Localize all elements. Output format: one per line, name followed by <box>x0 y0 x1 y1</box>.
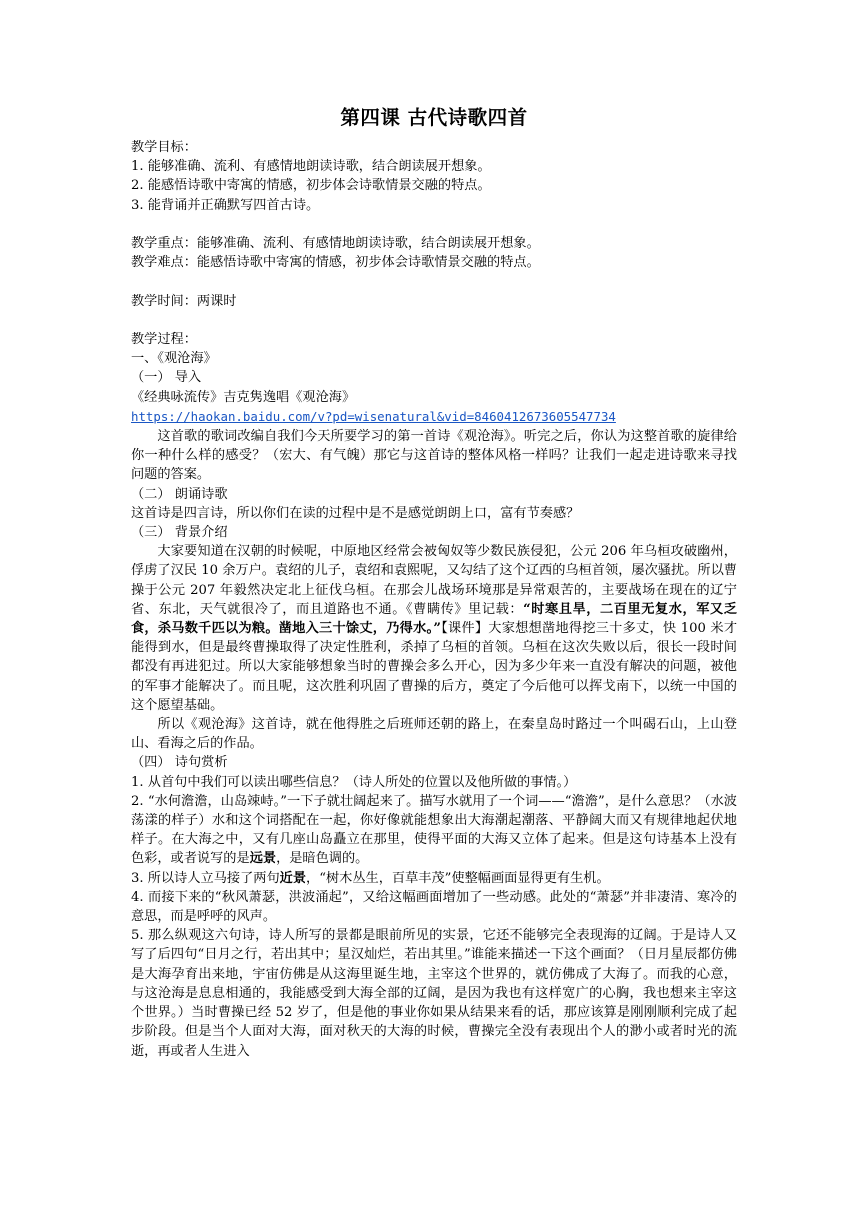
document-page <box>131 104 737 1061</box>
key-point: 教学重点：能够准确、流利、有感情地朗读诗歌，结合朗读展开想象。 <box>131 236 540 251</box>
video-link[interactable]: https://haokan.baidu.com/v?pd=wisenatural&vid=8460412673605547734 <box>131 408 616 424</box>
video-title: 《经典咏流传》吉克隽逸唱《观沧海》 <box>131 389 356 405</box>
recite-text: 这首诗是四言诗，所以你们在读的过程中是不是感觉朗朗上口，富有节奏感？ <box>131 505 580 521</box>
subsection-heading: （三） 背景介绍 <box>131 525 228 541</box>
analysis-item: 5. 那么纵观这六句诗，诗人所写的景都是眼前所见的实景，它还不能够完全表现海的辽阔。于是诗人又写了后四句“日月之行，若出其中；星汉灿烂，若出其里。”谁能来描述一下这个画面？（日月星辰都仿佛是大海孕育出来地，宇宙仿佛是从这海里诞生地，主宰这个世界的，就仿佛成了大海了。而我的心意，与这沧海是息息相通的，我能感受到大海全部的辽阔，是因为我也有这样宽广的心胸，我也想来主宰这个世界。）当时曹操已经 52 岁了，但是他的事业你如果从结果来看的话，那应该算是刚刚顺利完成了起步阶段。但是当个人面对大海，面对秋天的大海的时候，曹操完全没有表现出个人的渺小或者时光的流逝，再或者人生进入 <box>131 928 737 1059</box>
analysis-item: 4. 而接下来的“秋风萧瑟，洪波涌起”，又给这幅画面增加了一些动感。此处的“萧瑟”并非凄清、寒冷的意思，而是呼呼的风声。 <box>131 889 737 925</box>
background-paragraph: 大家要知道在汉朝的时候呢，中原地区经常会被匈奴等少数民族侵犯，公元 206 年乌桓攻破幽州，俘虏了汉民 10 余万户。袁绍的儿子，袁绍和袁熙呢，又勾结了这个辽西的乌桓首领，屡次骚扰。所以曹操于公元 207 年毅然决定北上征伐乌桓。在那会儿战场环境那是异常艰苦的，主要战场在现在的辽宁省、东北，天气就很冷了，而且道路也不通。《曹瞒传》里记载：“时寒且旱，二百里无复水，军又乏食，杀马数千匹以为粮。凿地入三十馀丈，乃得水。”【课件】大家想想凿地得挖三十多丈，快 100 米才能得到水，但是最终曹操取得了决定性胜利，杀掉了乌桓的首领。乌桓在这次失败以后，很长一段时间都没有再进犯过。所以大家能够想象当时的曹操会多么开心，因为多少年来一直没有解决的问题，被他的军事才能解决了。而且呢，这次胜利巩固了曹操的后方，奠定了今后他可以挥戈南下，以统一中国的这个愿望基础。 <box>131 544 738 713</box>
subsection-heading: （四） 诗句赏析 <box>131 755 228 771</box>
intro-paragraph: 这首歌的歌词改编自我们今天所要学习的第一首诗《观沧海》。听完之后，你认为这整首歌的旋律给你一种什么样的感受？（宏大、有气魄）那它与这首诗的整体风格一样吗？让我们一起走进诗歌来寻找问题的答案。 <box>131 429 737 483</box>
goal-item: 2. 能感悟诗歌中寄寓的情感，初步体会诗歌情景交融的特点。 <box>131 178 491 194</box>
process-heading: 教学过程： <box>131 331 197 347</box>
subsection-heading: （一） 导入 <box>131 370 202 386</box>
section-heading: 一、《观沧海》 <box>131 351 217 367</box>
goal-item: 3. 能背诵并正确默写四首古诗。 <box>131 197 320 213</box>
subsection-heading: （二） 朗诵诗歌 <box>131 486 228 502</box>
analysis-item: 1. 从首句中我们可以读出哪些信息？（诗人所处的位置以及他所做的事情。） <box>131 774 577 790</box>
goals-heading: 教学目标： <box>131 140 197 155</box>
difficult-point: 教学难点：能感悟诗歌中寄寓的情感，初步体会诗歌情景交融的特点。 <box>131 255 540 271</box>
background-paragraph-2: 所以《观沧海》这首诗，就在他得胜之后班师还朝的路上，在秦皇岛时路过一个叫碣石山，上山登山、看海之后的作品。 <box>131 717 737 752</box>
historical-quote: “时寒且旱，二百里无复水，军又乏食，杀马数千匹以为粮。凿地入三十馀丈，乃得水。” <box>131 601 737 637</box>
analysis-item: 2. “水何澹澹，山岛竦峙。”一下子就壮阔起来了。描写水就用了一个词——“澹澹”，是什么意思？（水波荡漾的样子）水和这个词搭配在一起，你好像就能想象出大海潮起潮落、平静阔大而又有规律地起伏地样子。在大海之中，又有几座山岛矗立在那里，使得平面的大海又立体了起来。但是这句诗基本上没有色彩，或者说写的是远景，是暗色调的。 <box>131 793 737 867</box>
analysis-item: 3. 所以诗人立马接了两句近景，“树木丛生，百草丰茂”使整幅画面显得更有生机。 <box>131 870 610 886</box>
goal-item: 1. 能够准确、流利、有感情地朗读诗歌，结合朗读展开想象。 <box>131 159 491 175</box>
teaching-time: 教学时间：两课时 <box>131 293 237 309</box>
page-title: 第四课 古代诗歌四首 <box>340 106 528 129</box>
